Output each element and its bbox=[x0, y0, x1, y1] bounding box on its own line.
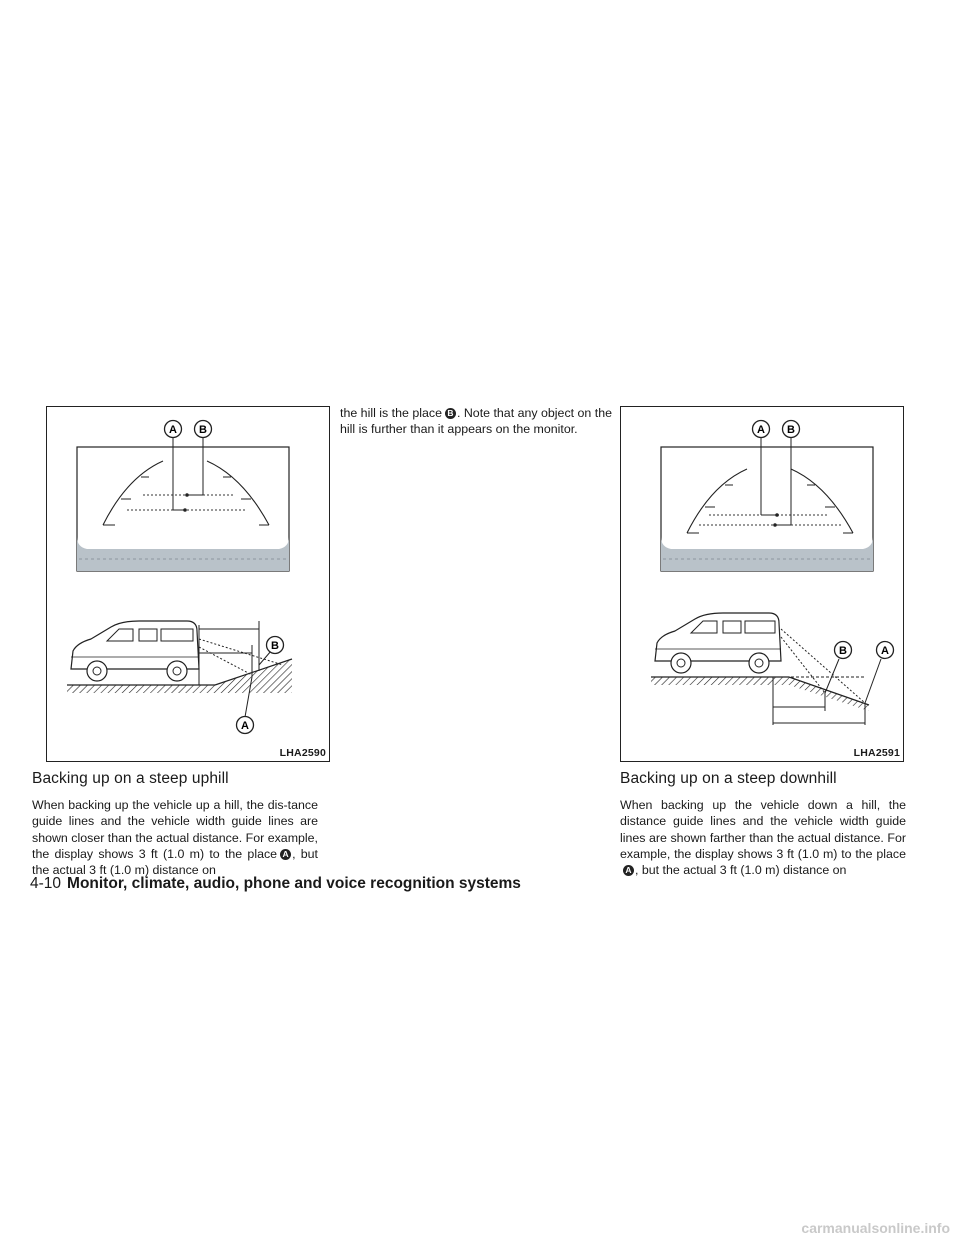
label-b: B bbox=[199, 424, 207, 436]
heading-uphill: Backing up on a steep uphill bbox=[32, 770, 229, 787]
marker-b: B bbox=[445, 408, 456, 419]
heading-downhill: Backing up on a steep downhill bbox=[620, 770, 837, 787]
middle-pre: the hill is the place bbox=[340, 406, 442, 420]
uphill-body-post: , but the actual 3 ft (1.0 m) distance on bbox=[32, 846, 318, 878]
paragraph-uphill bbox=[32, 797, 318, 878]
figure-code: LHA2591 bbox=[853, 747, 900, 759]
van-icon bbox=[655, 613, 781, 673]
page-number: 4-10 bbox=[30, 875, 62, 892]
paragraph-downhill bbox=[620, 797, 906, 878]
label-b: B bbox=[787, 424, 795, 436]
downhill-body-post: , but the actual 3 ft (1.0 m) distance on bbox=[635, 863, 847, 878]
figure-uphill bbox=[46, 406, 330, 762]
marker-a: A bbox=[280, 849, 291, 860]
downhill-body-pre: When backing up the vehicle down a hill, the distance guide lines and the vehicle width guide lines are shown farther than the actual distance. For example, the display shows 3 ft (1.0 m) to the place bbox=[620, 798, 906, 861]
uphill-body-pre: When backing up the vehicle up a hill, the dis-tance guide lines and the vehicle width guide lines are shown closer than the actual distance. For example, the display shows 3 ft (1.0 m) to the place bbox=[32, 798, 318, 861]
van-icon bbox=[71, 621, 199, 681]
page-footer bbox=[30, 875, 521, 893]
label-a: A bbox=[169, 424, 177, 436]
label-a-ground: A bbox=[241, 720, 249, 732]
middle-post: . Note that any object on the hill is further than it appears on the monitor. bbox=[340, 406, 612, 437]
downhill-illustration bbox=[621, 407, 905, 763]
label-b-ground: B bbox=[271, 640, 279, 652]
watermark: carmanualsonline.info bbox=[801, 1220, 950, 1236]
uphill-illustration bbox=[47, 407, 331, 763]
label-a: A bbox=[757, 424, 765, 436]
marker-a: A bbox=[623, 865, 634, 876]
figure-downhill bbox=[620, 406, 904, 762]
figure-code: LHA2590 bbox=[279, 747, 326, 759]
section-title: Monitor, climate, audio, phone and voice recognition systems bbox=[67, 875, 521, 892]
label-b-ground: B bbox=[839, 645, 847, 657]
label-a-ground: A bbox=[881, 645, 889, 657]
paragraph-middle bbox=[340, 405, 612, 438]
